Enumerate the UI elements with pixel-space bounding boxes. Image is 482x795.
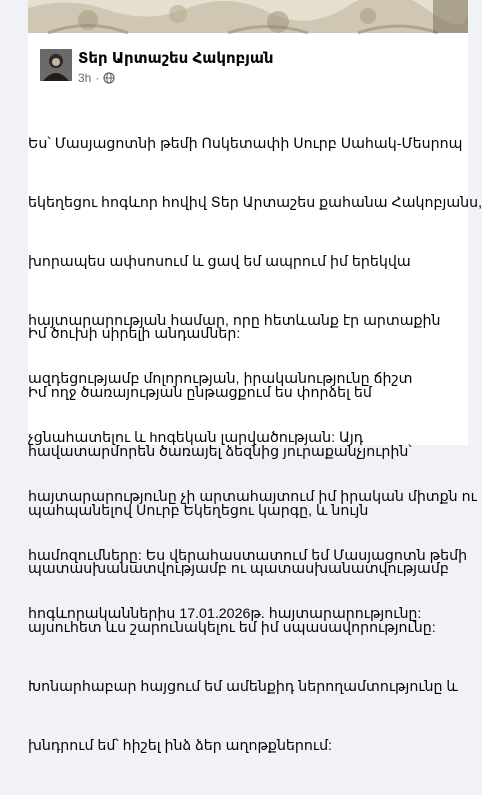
text-line: հայտարարության համար, որը հետևանք էր արտաքին	[28, 312, 441, 329]
text-line: պահպանելով Սուրբ Եկեղեցու կարգը, և նույն	[28, 502, 369, 519]
text-line: այսուհետ ևս շարունակելու եմ իմ սպասավորությունը:	[28, 620, 436, 637]
text-line: հոգևորականներիս 17.01.2026թ. հայտարարությունը:	[28, 606, 422, 623]
text-line: հավատարմորեն ծառայել ձեզնից յուրաքանչյուրին՝	[28, 443, 412, 460]
post-header	[28, 40, 468, 92]
text-line: եկեղեցու հոգևոր հովիվ Տեր Արտաշես քահանա Հակոբյանս,	[28, 194, 482, 211]
post-time[interactable]: 3h	[78, 71, 92, 85]
text-line: Իմ ողջ ծառայության ընթացքում ես փորձել եմ	[28, 384, 372, 401]
text-line: Իմ ծուխի սիրելի անդամներ:	[28, 326, 241, 343]
text-line: խորապես ափսոսում և ցավ եմ ապրում իմ երեկվա	[28, 253, 411, 270]
globe-icon[interactable]	[103, 72, 115, 84]
author-name[interactable]: Տեր Արտաշես Հակոբյան	[78, 50, 274, 67]
post-meta	[78, 71, 115, 85]
text-line: համոզումները: Ես վերահաստատում եմ Մասյացոտն թեմի	[28, 547, 468, 564]
author-avatar[interactable]	[40, 49, 72, 81]
text-line: ազդեցությամբ մոլորության, իրականությունը ճիշտ	[28, 371, 413, 388]
text-line: հայտարարությունը չի արտահայտում իմ իրական միտքն ու	[28, 488, 477, 505]
post-paragraph-2	[28, 286, 477, 795]
post-photo-top[interactable]	[28, 0, 468, 33]
meta-separator: ·	[95, 71, 100, 85]
text-line: չցնահատելու և hոգեկան լարվածության: Այդ	[28, 430, 364, 447]
text-line: Խոնարհաբար հայցում եմ ամենքիդ ներողամտությունը և	[28, 678, 458, 695]
text-line: պատասխանատվությամբ ու պատասխանատվությամբ	[28, 561, 449, 578]
text-line: խնդրում եմ՝ հիշել ինձ ձեր աղոթքներում:	[28, 737, 333, 754]
text-line: Ես՝ Մասյացոտնի թեմի Ոսկետափի Սուրբ Սահակ-Մեսրոպ	[28, 136, 463, 153]
